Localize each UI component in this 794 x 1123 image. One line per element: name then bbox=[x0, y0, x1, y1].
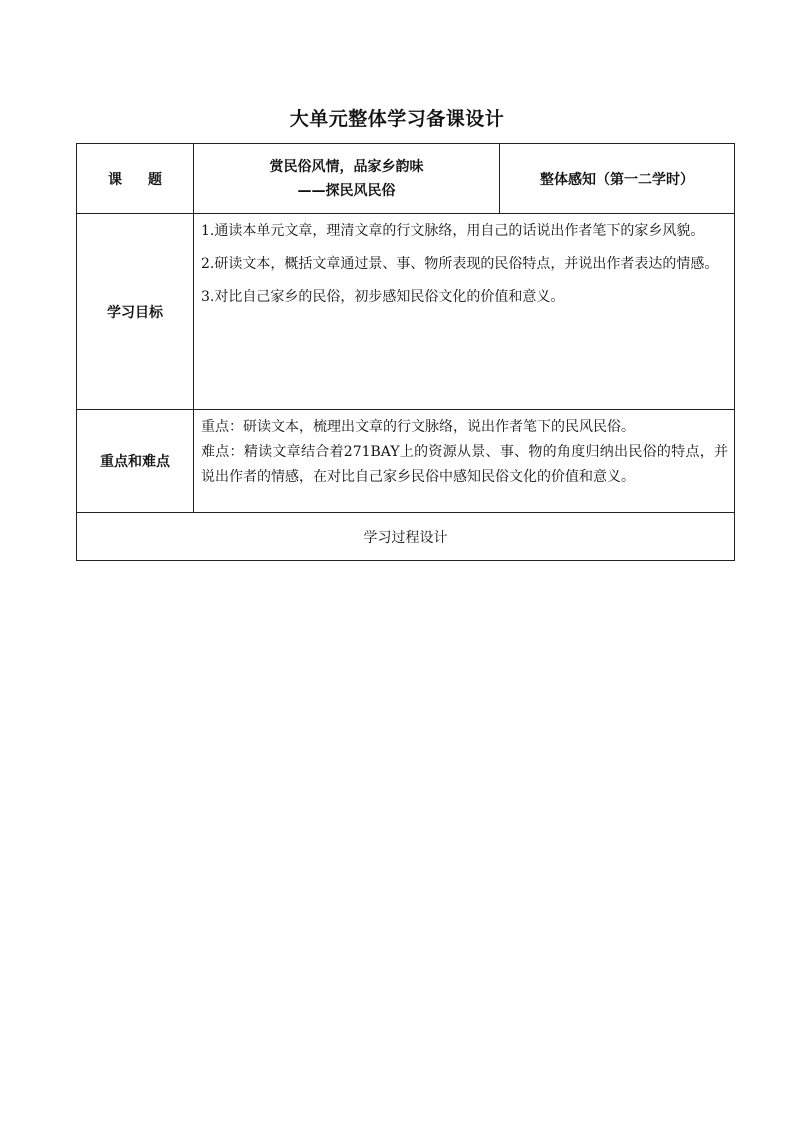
topic-row bbox=[77, 144, 735, 214]
phase-cell: 整体感知（第一二学时） bbox=[500, 144, 735, 214]
key-point-text: 重点：研读文本，梳理出文章的行文脉络，说出作者笔下的民风民俗。 bbox=[201, 419, 635, 435]
topic-cell bbox=[194, 144, 500, 214]
difficulty-text: 难点：精读文章结合着271BAY上的资源从景、事、物的角度归纳出民俗的特点，并说出作者的情感，在对比自己家乡民俗中感知民俗文化的价值和意义。 bbox=[201, 444, 728, 485]
topic-label-part2: 题 bbox=[148, 171, 162, 188]
goal-item: 3.对比自己家乡的民俗，初步感知民俗文化的价值和意义。 bbox=[201, 289, 565, 305]
key-points-row bbox=[77, 410, 735, 513]
topic-label-cell bbox=[77, 144, 194, 214]
goals-row bbox=[77, 214, 735, 410]
goal-item: 2.研读文本，概括文章通过景、事、物所表现的民俗特点，并说出作者表达的情感。 bbox=[201, 256, 719, 272]
process-heading: 学习过程设计 bbox=[77, 513, 735, 561]
topic-label-part1: 课 bbox=[108, 171, 122, 188]
topic-subtitle: ——探民风民俗 bbox=[297, 182, 396, 199]
key-points-content bbox=[194, 410, 735, 513]
key-points-label: 重点和难点 bbox=[77, 410, 194, 513]
goals-label: 学习目标 bbox=[77, 214, 194, 410]
topic-title: 赏民俗风情，品家乡韵味 bbox=[269, 158, 424, 175]
goals-content bbox=[194, 214, 735, 410]
process-row bbox=[77, 513, 735, 561]
document-title: 大单元整体学习备课设计 bbox=[289, 108, 505, 130]
goal-item: 1.通读本单元文章，理清文章的行文脉络，用自己的话说出作者笔下的家乡风貌。 bbox=[201, 223, 705, 239]
lesson-plan-table bbox=[76, 143, 735, 561]
